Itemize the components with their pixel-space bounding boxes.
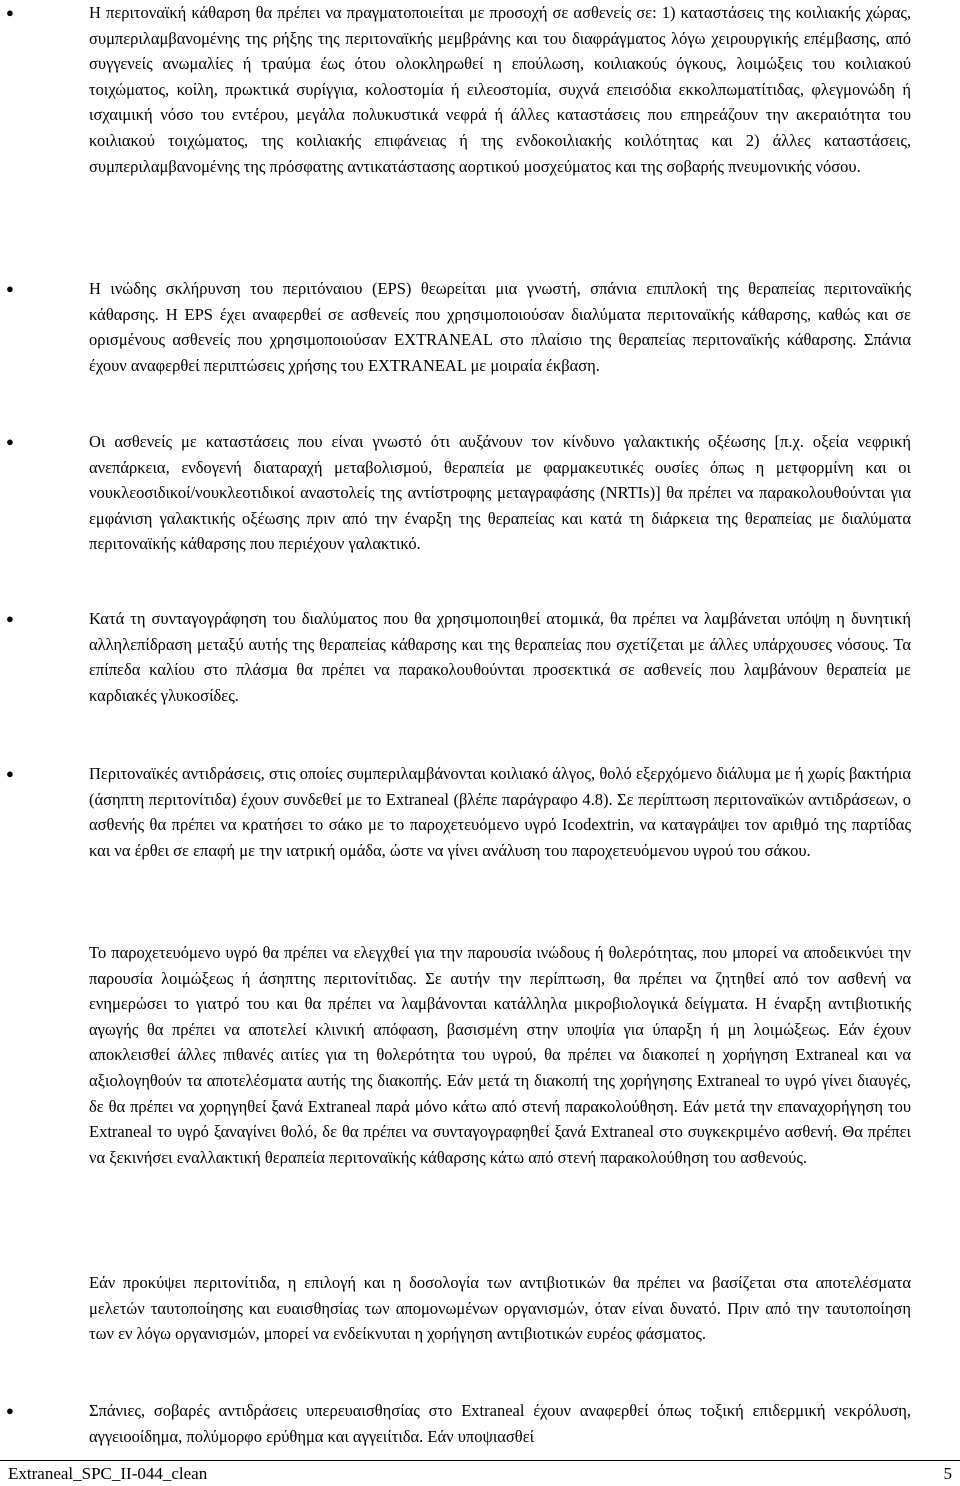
footer-doc-id: Extraneal_SPC_II-044_clean <box>8 1464 208 1483</box>
paragraph-8: Σπάνιες, σοβαρές αντιδράσεις υπερευαισθησίας στο Extraneal έχουν αναφερθεί όπως τοξική επιδερμική νεκρόλυση, αγγειοοίδημα, πολύμορφο ερύθημα και αγγειίτιδα. Εάν υποψιασθεί <box>89 1401 911 1446</box>
paragraph-1: Η περιτοναϊκή κάθαρση θα πρέπει να πραγματοποιείται με προσοχή σε ασθενείς σε: 1) καταστάσεις της κοιλιακής χώρας, συμπεριλαμβανομένης της ρήξης της περιτοναϊκής μεμβράνης και του διαφράγματος λόγω χειρουργικής επέμβασης, από συγγενείς ανωμαλίες ή τραύμα έως ότου ολοκληρωθεί η επούλωση, κοιλιακούς όγκους, λοιμώξεις του κοιλιακού τοιχώματος, κοίλη, πρωκτικά συρίγγια, κολοστομία ή ειλεοστομία, συχνά επεισόδια εκκολπωματίτιδας, φλεγμονώδη ή ισχαιμική νόσο του εντέρου, μεγάλα πολυκυστικά νεφρά ή άλλες καταστάσεις που επηρεάζουν την ακεραιότητα του κοιλιακού τοιχώματος, της κοιλιακής επιφάνειας ή της ενδοκοιλιακής κοιλότητας και 2) άλλες καταστάσεις, συμπεριλαμβανομένης της πρόσφατης αντικατάστασης αορτικού μοσχεύματος και της σοβαρής πνευμονικής νόσου. <box>89 3 911 176</box>
paragraph-7: Εάν προκύψει περιτονίτιδα, η επιλογή και η δοσολογία των αντιβιοτικών θα πρέπει να βασίζεται στα αποτελέσματα μελετών ταυτοποίησης και ευαισθησίας των απομονωμένων οργανισμών, όταν είναι δυνατό. Πριν από την ταυτοποίηση των εν λόγω οργανισμών, μπορεί να ενδείκνυται η χορήγηση αντιβιοτικών ευρέος φάσματος. <box>89 1273 911 1344</box>
paragraph-4: Κατά τη συνταγογράφηση του διαλύματος που θα χρησιμοποιηθεί ατομικά, θα πρέπει να λαμβάνεται υπόψη η δυνητική αλληλεπίδραση μεταξύ αυτής της θεραπείας κάθαρσης και της θεραπείας που σχετίζεται με άλλες υπάρχουσες νόσους. Τα επίπεδα καλίου στο πλάσμα θα πρέπει να παρακολουθούνται προσεκτικά σε ασθενείς που λαμβάνουν θεραπεία με καρδιακές γλυκοσίδες. <box>89 609 911 705</box>
footer-page-number: 5 <box>943 1464 952 1483</box>
bullet-icon: ● <box>6 434 14 449</box>
paragraph-5: Περιτοναϊκές αντιδράσεις, στις οποίες συμπεριλαμβάνονται κοιλιακό άλγος, θολό εξερχόμενο διάλυμα με ή χωρίς βακτήρια (άσηπτη περιτονίτιδα) έχουν συνδεθεί με το Extraneal (βλέπε παράγραφο 4.8). Σε περίπτωση περιτοναϊκών αντιδράσεων, ο ασθενής θα πρέπει να κρατήσει το σάκο με το παροχετευόμενο υγρό Icodextrin, να καταγράψει τον αριθμό της παρτίδας και να έρθει σε επαφή με την ιατρική ομάδα, ώστε να γίνει ανάλυση του παροχετευόμενου υγρού του σάκου. <box>89 764 911 860</box>
bullet-icon: ● <box>6 281 14 296</box>
bullet-icon: ● <box>6 5 14 20</box>
bullet-icon: ● <box>6 611 14 626</box>
paragraph-6: Το παροχετευόμενο υγρό θα πρέπει να ελεγχθεί για την παρουσία ινώδους ή θολερότητας, που μπορεί να αποδεικνύει την παρουσία λοιμώξεως ή άσηπτης περιτονίτιδας. Σε αυτήν την περίπτωση, θα πρέπει να ζητηθεί από τον ασθενή να ενημερώσει το γιατρό του και θα πρέπει να λαμβάνονται κατάλληλα μικροβιολογικά δείγματα. Η έναρξη αντιβιοτικής αγωγής θα πρέπει να αποτελεί κλινική απόφαση, βασισμένη στην υποψία για ύπαρξη ή μη λοιμώξεως. Εάν έχουν αποκλεισθεί άλλες πιθανές αιτίες για τη θολερότητα του υγρού, θα πρέπει να διακοπεί η χορήγηση Extraneal και να αξιολογηθούν τα αποτελέσματα αυτής της διακοπής. Εάν μετά τη διακοπή της χορήγησης Extraneal το υγρό γίνει διαυγές, δε θα πρέπει να χορηγηθεί ξανά Extraneal παρά μόνο κάτω από στενή παρακολούθηση. Εάν μετά την επαναχορήγηση του Extraneal το υγρό ξαναγίνει θολό, δε θα πρέπει να συνταγογραφηθεί ξανά Extraneal στο συγκεκριμένο ασθενή. Θα πρέπει να ξεκινήσει εναλλακτική θεραπεία περιτοναϊκής κάθαρσης κάτω από στενή παρακολούθηση του ασθενούς. <box>89 943 911 1167</box>
bullet-icon: ● <box>6 766 14 781</box>
paragraph-3: Οι ασθενείς με καταστάσεις που είναι γνωστό ότι αυξάνουν τον κίνδυνο γαλακτικής οξέωσης [π.χ. οξεία νεφρική ανεπάρκεια, ενδογενή διαταραχή μεταβολισμού, θεραπεία με φαρμακευτικές ουσίες όπως η μετφορμίνη και οι νουκλεοσιδικοί/νουκλεοτιδικοί αναστολείς της αντίστροφης μεταγραφάσης (NRTIs)] θα πρέπει να παρακολουθούνται για εμφάνιση γαλακτικής οξέωσης πριν από την έναρξη της θεραπείας και κατά τη διάρκεια της θεραπείας με διαλύματα περιτοναϊκής κάθαρσης που περιέχουν γαλακτικό. <box>89 432 911 554</box>
bullet-icon: ● <box>6 1403 14 1418</box>
footer-divider <box>0 1460 960 1461</box>
paragraph-2: Η ινώδης σκλήρυνση του περιτόναιου (EPS) θεωρείται μια γνωστή, σπάνια επιπλοκή της θεραπείας περιτοναϊκής κάθαρσης. Η EPS έχει αναφερθεί σε ασθενείς που χρησιμοποιούσαν διαλύματα περιτοναϊκής κάθαρσης, καθώς και σε ορισμένους ασθενείς που χρησιμοποιούσαν EXTRANEAL στο πλαίσιο της θεραπείας περιτοναϊκής κάθαρσης. Σπάνια έχουν αναφερθεί περιπτώσεις χρήσης του EXTRANEAL με μοιραία έκβαση. <box>89 279 911 375</box>
